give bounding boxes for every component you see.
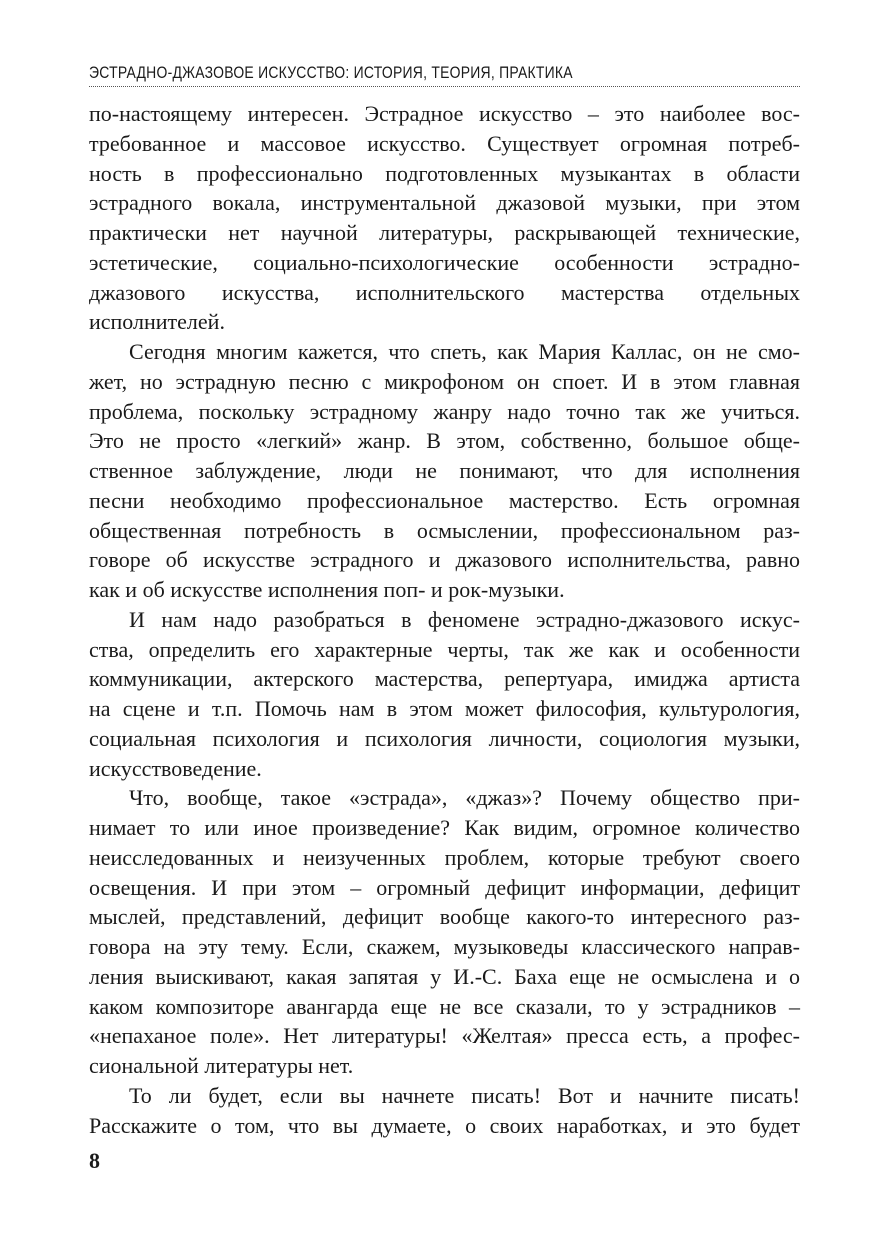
text-line: То ли будет, если вы начнете писать! Вот и начните писать! bbox=[129, 1082, 800, 1108]
text-line: говора на эту тему. Если, скажем, музыковеды классического направ- bbox=[89, 934, 800, 959]
text-line: освещения. И при этом – огромный дефицит информации, дефицит bbox=[89, 874, 800, 900]
text-line: нимает то или иное произведение? Как видим, огромное количество bbox=[89, 815, 800, 840]
text-line: практически нет научной литературы, раскрывающей технические, bbox=[89, 220, 800, 245]
text-line: исполнителей. bbox=[89, 309, 225, 335]
page-body bbox=[89, 99, 800, 1140]
text-line: ственное заблуждение, люди не понимают, что для исполнения bbox=[89, 458, 800, 483]
text-line: Что, вообще, такое «эстрада», «джаз»? Почему общество при- bbox=[129, 785, 800, 811]
text-line: проблема, поскольку эстрадному жанру надо точно так же учиться. bbox=[89, 398, 800, 424]
text-line: эстрадного вокала, инструментальной джазовой музыки, при этом bbox=[89, 190, 800, 216]
text-line: ность в профессионально подготовленных музыкантах в области bbox=[89, 160, 800, 186]
text-line: джазового искусства, исполнительского мастерства отдельных bbox=[89, 279, 800, 305]
text-line: «непаханое поле». Нет литературы! «Желтая» пресса есть, а профес- bbox=[89, 1023, 800, 1049]
text-line: неисследованных и неизученных проблем, которые требуют своего bbox=[89, 844, 800, 870]
text-line: И нам надо разобраться в феномене эстрадно-джазового искус- bbox=[129, 606, 800, 632]
running-header: ЭСТРАДНО-ДЖАЗОВОЕ ИСКУССТВО: ИСТОРИЯ, ТЕОРИЯ, ПРАКТИКА bbox=[89, 63, 573, 82]
text-line: требованное и массовое искусство. Существует огромная потреб- bbox=[89, 130, 800, 156]
text-line: ства, определить его характерные черты, так же как и особенности bbox=[89, 636, 800, 662]
text-line: ления выискивают, какая запятая у И.-С. Баха еще не осмыслена и о bbox=[89, 963, 800, 989]
text-line: Расскажите о том, что вы думаете, о своих наработках, и это будет bbox=[89, 1112, 800, 1138]
text-line: как и об искусстве исполнения поп- и рок-музыки. bbox=[89, 577, 565, 602]
text-line: социальная психология и психология личности, социология музыки, bbox=[89, 725, 800, 751]
text-line: общественная потребность в осмыслении, профессиональном раз- bbox=[89, 517, 800, 543]
text-line: говоре об искусстве эстрадного и джазового исполнительства, равно bbox=[89, 547, 800, 573]
page-number: 8 bbox=[89, 1148, 100, 1173]
text-line: мыслей, представлений, дефицит вообще какого-то интересного раз- bbox=[89, 904, 800, 930]
text-line: коммуникации, актерского мастерства, репертуара, имиджа артиста bbox=[89, 666, 800, 692]
header-divider bbox=[89, 86, 800, 87]
text-line: каком композиторе авангарда еще не все сказали, то у эстрадников – bbox=[89, 993, 800, 1019]
text-line: искусствоведение. bbox=[89, 755, 262, 781]
text-line: Это не просто «легкий» жанр. В этом, собственно, большое обще- bbox=[89, 428, 800, 454]
text-line: жет, но эстрадную песню с микрофоном он споет. И в этом главная bbox=[89, 368, 800, 394]
text-line: сиональной литературы нет. bbox=[89, 1053, 354, 1078]
text-line: по-настоящему интересен. Эстрадное искусство – это наиболее вос- bbox=[89, 101, 800, 126]
text-line: песни необходимо профессиональное мастерство. Есть огромная bbox=[89, 487, 800, 513]
text-line: эстетические, социально-психологические особенности эстрадно- bbox=[89, 249, 800, 275]
text-line: на сцене и т.п. Помочь нам в этом может философия, культурология, bbox=[89, 696, 800, 721]
text-line: Сегодня многим кажется, что спеть, как Мария Каллас, он не смо- bbox=[129, 339, 800, 364]
